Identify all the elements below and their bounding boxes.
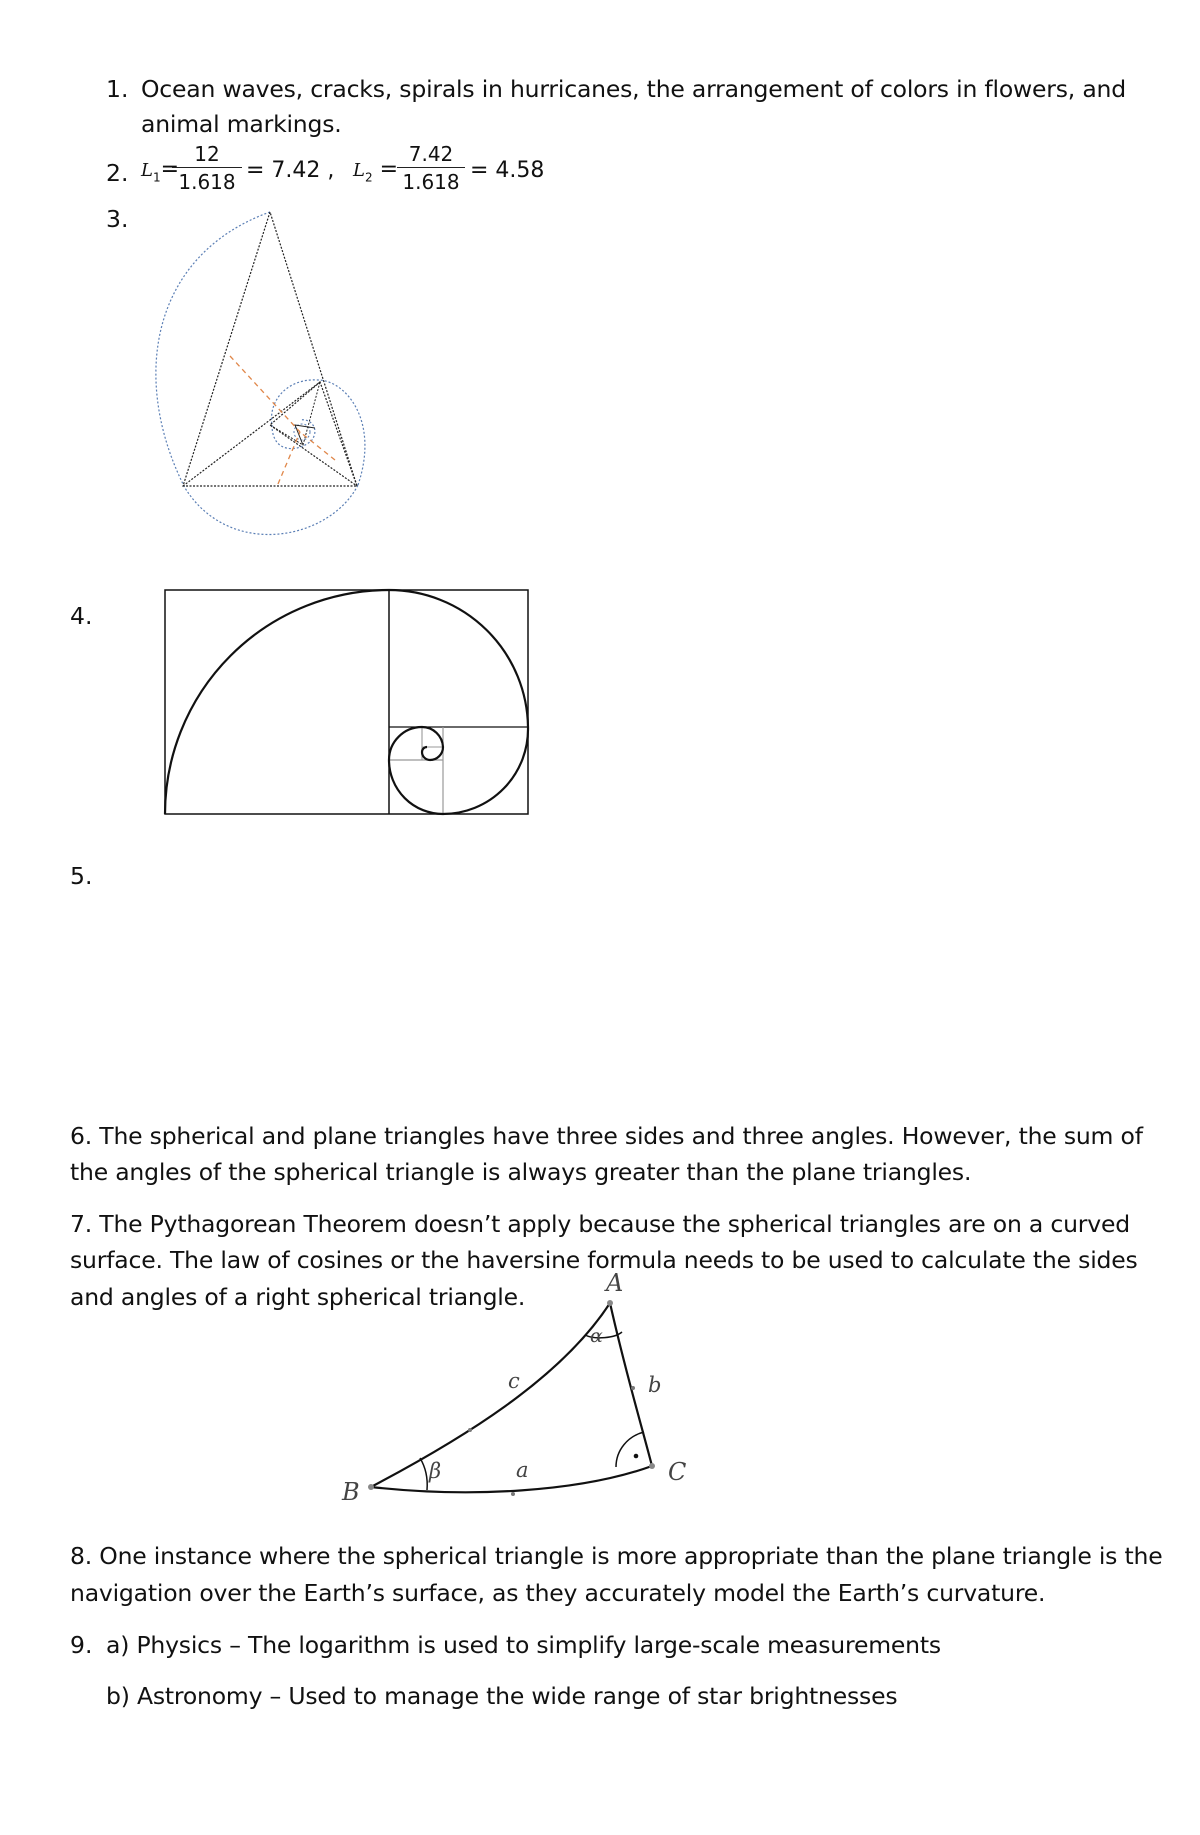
label-side-c: c bbox=[508, 1369, 520, 1393]
l1-symbol: $L_1=$ bbox=[141, 157, 180, 185]
side-a-arc bbox=[371, 1466, 652, 1492]
item-1-text-line2: animal markings. bbox=[141, 110, 342, 138]
tick-a bbox=[511, 1492, 515, 1496]
right-angle-dot bbox=[634, 1454, 639, 1459]
item-number-9: 9. bbox=[70, 1631, 93, 1659]
l1-result: = 7.42 , bbox=[246, 158, 335, 183]
item-7-text-line1: 7. The Pythagorean Theorem doesn’t apply because the spherical triangles are on a curved bbox=[70, 1210, 1130, 1238]
side-c-arc bbox=[371, 1303, 610, 1487]
item-number-2: 2. bbox=[106, 159, 129, 187]
vertex-B bbox=[368, 1484, 374, 1490]
vertex-A bbox=[607, 1300, 613, 1306]
label-C: C bbox=[668, 1458, 687, 1486]
l1-denominator: 1.618 bbox=[178, 170, 236, 194]
l2-symbol: $L_2$ = bbox=[353, 157, 399, 185]
l1-numerator: 12 bbox=[172, 142, 242, 168]
label-side-b: b bbox=[648, 1373, 662, 1397]
item-9b-text: b) Astronomy – Used to manage the wide range of star brightnesses bbox=[106, 1682, 898, 1710]
right-angle-arc bbox=[616, 1432, 644, 1467]
item-number-3: 3. bbox=[106, 205, 129, 233]
l2-result: = 4.58 bbox=[470, 158, 545, 183]
item-number-1: 1. bbox=[106, 75, 129, 103]
l2-denominator: 1.618 bbox=[402, 170, 460, 194]
angle-beta-arc bbox=[420, 1458, 427, 1490]
item-6-text-line2: the angles of the spherical triangle is always greater than the plane triangles. bbox=[70, 1158, 972, 1186]
item-8-text-line2: navigation over the Earth’s surface, as they accurately model the Earth’s curvature. bbox=[70, 1579, 1046, 1607]
item-9a-text: a) Physics – The logarithm is used to simplify large-scale measurements bbox=[106, 1631, 941, 1659]
item-7-text-line3: and angles of a right spherical triangle. bbox=[70, 1283, 526, 1311]
side-b-arc bbox=[610, 1303, 652, 1466]
l2-numerator: 7.42 bbox=[397, 142, 465, 168]
label-side-a: a bbox=[516, 1458, 529, 1482]
tick-c bbox=[468, 1428, 472, 1432]
vertex-C bbox=[649, 1463, 655, 1469]
item-number-5: 5. bbox=[70, 862, 93, 890]
item-6-text-line1: 6. The spherical and plane triangles have three sides and three angles. However, the sum of bbox=[70, 1122, 1143, 1150]
tick-b bbox=[631, 1386, 635, 1390]
item-number-4: 4. bbox=[70, 602, 93, 630]
item-7-text-line2: surface. The law of cosines or the haversine formula needs to be used to calculate the sides bbox=[70, 1246, 1138, 1274]
label-A: A bbox=[606, 1269, 624, 1297]
item-1-text-line1: Ocean waves, cracks, spirals in hurricanes, the arrangement of colors in flowers, and bbox=[141, 75, 1126, 103]
label-beta: β bbox=[429, 1459, 442, 1483]
label-alpha: α bbox=[590, 1325, 603, 1347]
label-B: B bbox=[342, 1478, 360, 1506]
item-8-text-line1: 8. One instance where the spherical triangle is more appropriate than the plane triangle is the bbox=[70, 1542, 1163, 1570]
